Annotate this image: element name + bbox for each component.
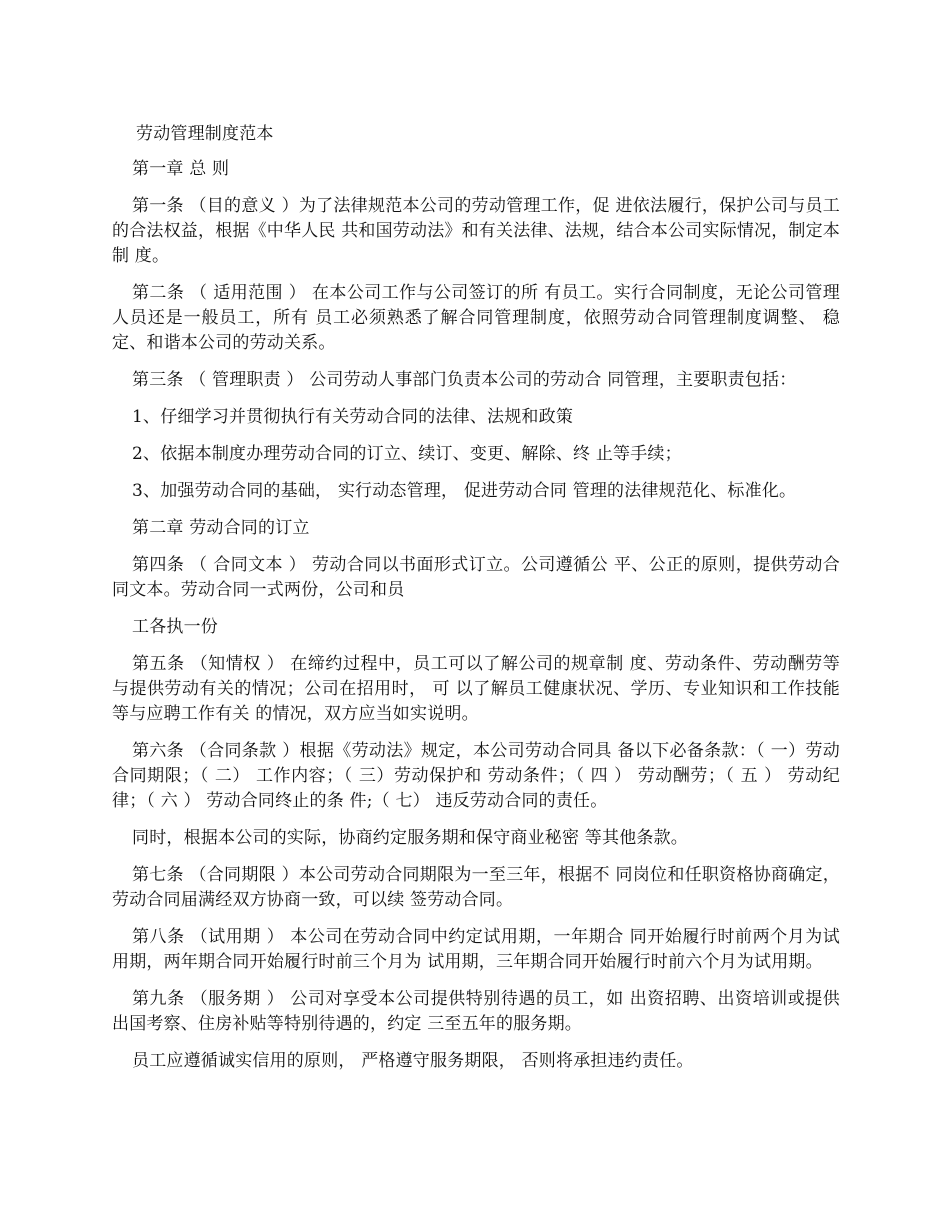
article-4: 第四条 （ 合同文本 ） 劳动合同以书面形式订立。公司遵循公 平、公正的原则，提供劳动合同文本。劳动合同一式两份，公司和员 [112,555,840,600]
article-1: 第一条 （目的意义 ）为了法律规范本公司的劳动管理工作，促 进依法履行，保护公司与员工的合法权益，根据《中华人民 共和国劳动法》和有关法律、法规，结合本公司实际情况，制定本制 度。 [112,196,841,266]
document-page [112,122,840,1086]
list-item-2: 2、依据本制度办理劳动合同的订立、续订、变更、解除、终 止等手续； [132,444,682,464]
article-4-continuation: 工各执一份 [132,617,218,637]
article-3: 第三条 （ 管理职责 ） 公司劳动人事部门负责本公司的劳动合 同管理，主要职责包括： [132,370,797,390]
article-6-continuation: 同时，根据本公司的实际，协商约定服务期和保守商业秘密 等其他条款。 [132,828,689,848]
chapter-heading-1: 第一章 总 则 [132,159,230,179]
document-title: 劳动管理制度范本 [136,124,274,144]
article-6: 第六条 （合同条款 ）根据《劳动法》规定，本公司劳动合同具 备以下必备条款：（ 一）劳动合同期限；（ 二） 工作内容；（ 三）劳动保护和 劳动条件；（ 四 ） 劳动酬劳；（ 五 ） 劳动纪律；（ 六 ） 劳动合同终止的条 件;（ 七） 违反劳动合同的责任。 [112,741,840,811]
article-7: 第七条 （合同期限 ）本公司劳动合同期限为一至三年，根据不 同岗位和任职资格协商确定，劳动合同届满经双方协商一致，可以续 签劳动合同。 [112,865,840,910]
article-8: 第八条 （试用期 ） 本公司在劳动合同中约定试用期，一年期合 同开始履行时前两个月为试用期，两年期合同开始履行时前三个月为 试用期，三年期合同开始履行时前六个月为试用期。 [112,927,840,972]
list-item-1: 1、仔细学习并贯彻执行有关劳动合同的法律、法规和政策 [132,407,574,427]
article-2: 第二条 （ 适用范围 ） 在本公司工作与公司签订的所 有员工。实行合同制度，无论公司管理人员还是一般员工，所有 员工必须熟悉了解合同管理制度，依照劳动合同管理制度调整、 稳定、和谐本公司的劳动关系。 [112,283,840,353]
article-9-continuation: 员工应遵循诚实信用的原则， 严格遵守服务期限， 否则将承担违约责任。 [132,1051,694,1071]
chapter-heading-2: 第二章 劳动合同的订立 [132,518,310,538]
article-9: 第九条 （服务期 ） 公司对享受本公司提供特别待遇的员工，如 出资招聘、出资培训或提供出国考察、住房补贴等特别待遇的，约定 三至五年的服务期。 [112,989,840,1034]
list-item-3: 3、加强劳动合同的基础， 实行动态管理， 促进劳动合同 管理的法律规范化、标准化。 [132,481,797,501]
article-5: 第五条 （知情权 ） 在缔约过程中，员工可以了解公司的规章制 度、劳动条件、劳动酬劳等与提供劳动有关的情况；公司在招用时， 可 以了解员工健康状况、学历、专业知识和工作技能等与应聘工作有关 的情况，双方应当如实说明。 [112,654,840,724]
